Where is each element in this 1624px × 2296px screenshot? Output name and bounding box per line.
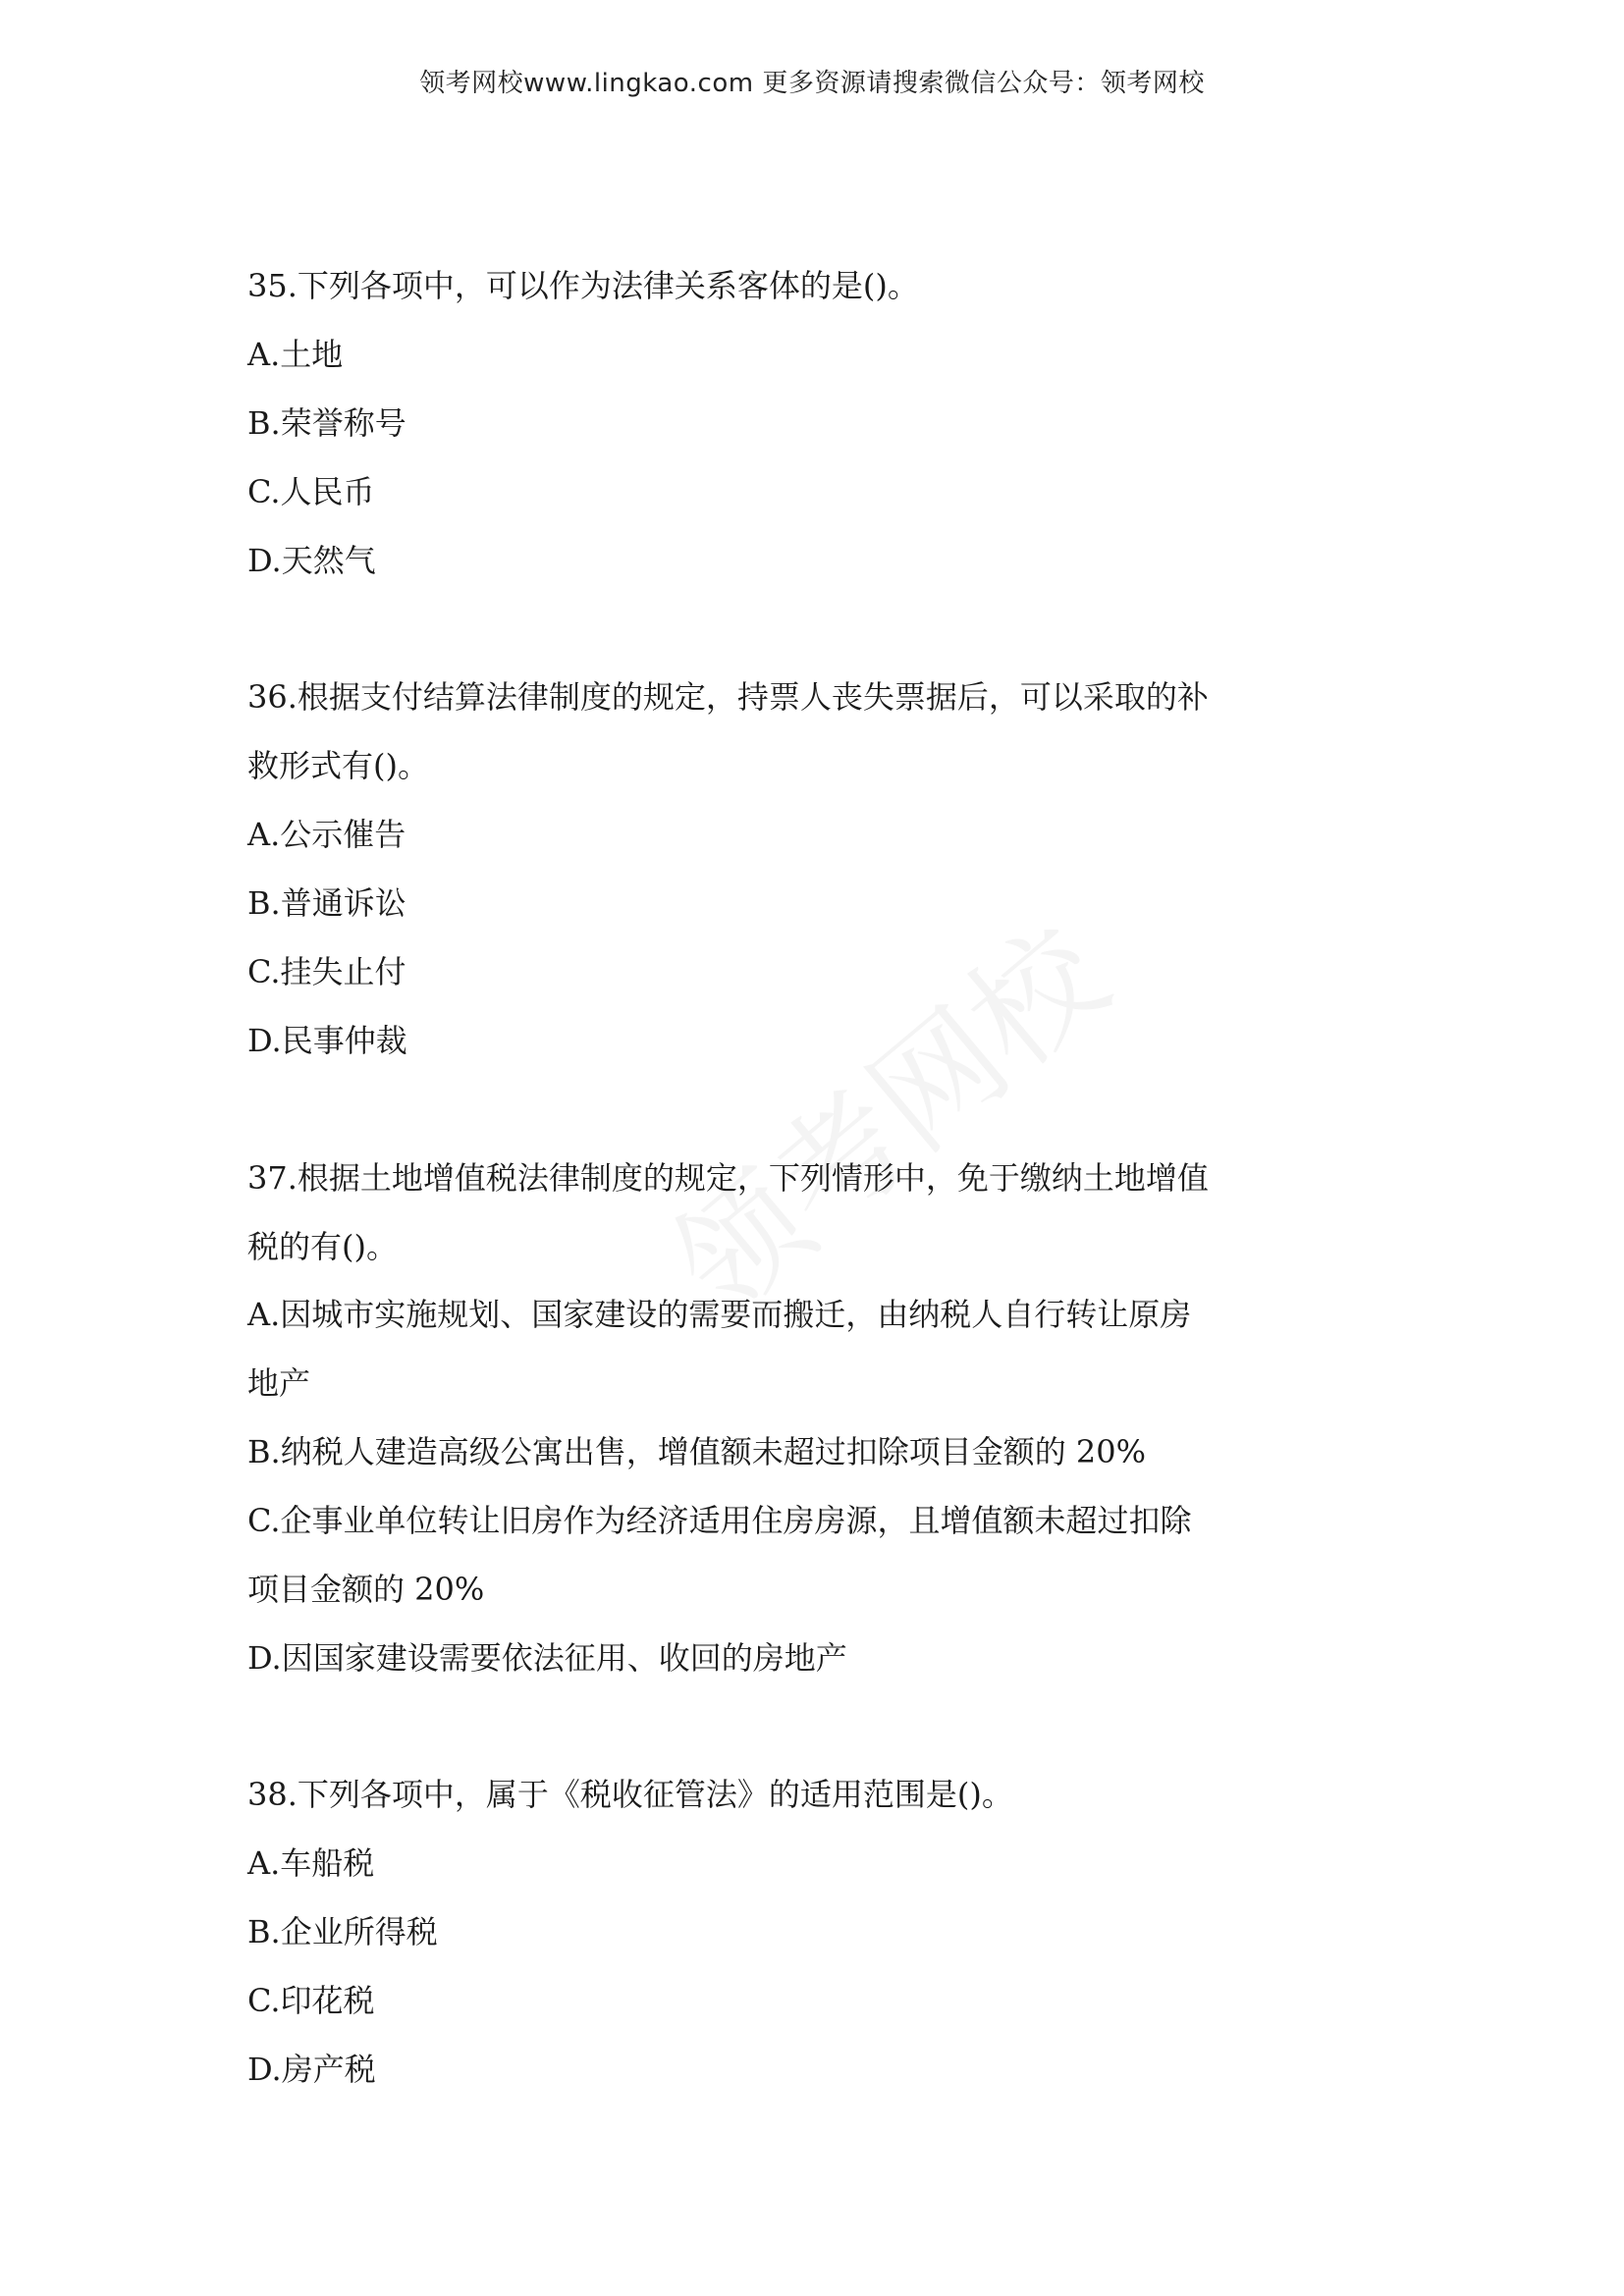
option-b: B.纳税人建造高级公寓出售，增值额未超过扣除项目金额的 20% (247, 1433, 1146, 1470)
option-c-cont: 项目金额的 20% (247, 1571, 485, 1608)
option-a: A.因城市实施规划、国家建设的需要而搬迁，由纳税人自行转让原房 (247, 1296, 1192, 1333)
option-d: D.天然气 (247, 542, 376, 579)
question-stem: 37.根据土地增值税法律制度的规定，下列情形中，免于缴纳土地增值 (247, 1159, 1209, 1197)
option-c: C.挂失止付 (247, 953, 406, 990)
option-d: D.民事仲裁 (247, 1022, 407, 1059)
option-a: A.车船税 (247, 1844, 375, 1882)
option-d: D.因国家建设需要依法征用、收回的房地产 (247, 1639, 847, 1677)
question-stem-cont: 税的有()。 (247, 1228, 398, 1265)
option-a-cont: 地产 (247, 1364, 311, 1402)
question-stem: 36.根据支付结算法律制度的规定，持票人丧失票据后，可以采取的补 (247, 678, 1209, 716)
watermark (629, 879, 1139, 1348)
option-d: D.房产税 (247, 2051, 376, 2088)
option-c: C.企事业单位转让旧房作为经济适用住房房源，且增值额未超过扣除 (247, 1502, 1192, 1539)
question-stem: 35.下列各项中，可以作为法律关系客体的是()。 (247, 267, 919, 304)
option-b: B.企业所得税 (247, 1913, 438, 1950)
option-a: A.土地 (247, 336, 344, 373)
option-b: B.普通诉讼 (247, 884, 406, 922)
option-b: B.荣誉称号 (247, 404, 406, 442)
option-c: C.人民币 (247, 473, 375, 510)
page-header: 领考网校www.lingkao.com 更多资源请搜索微信公众号：领考网校 (419, 69, 1205, 98)
question-stem: 38.下列各项中，属于《税收征管法》的适用范围是()。 (247, 1776, 1013, 1813)
option-a: A.公示催告 (247, 816, 406, 853)
question-stem-cont: 救形式有()。 (247, 747, 429, 784)
option-c: C.印花税 (247, 1982, 375, 2019)
